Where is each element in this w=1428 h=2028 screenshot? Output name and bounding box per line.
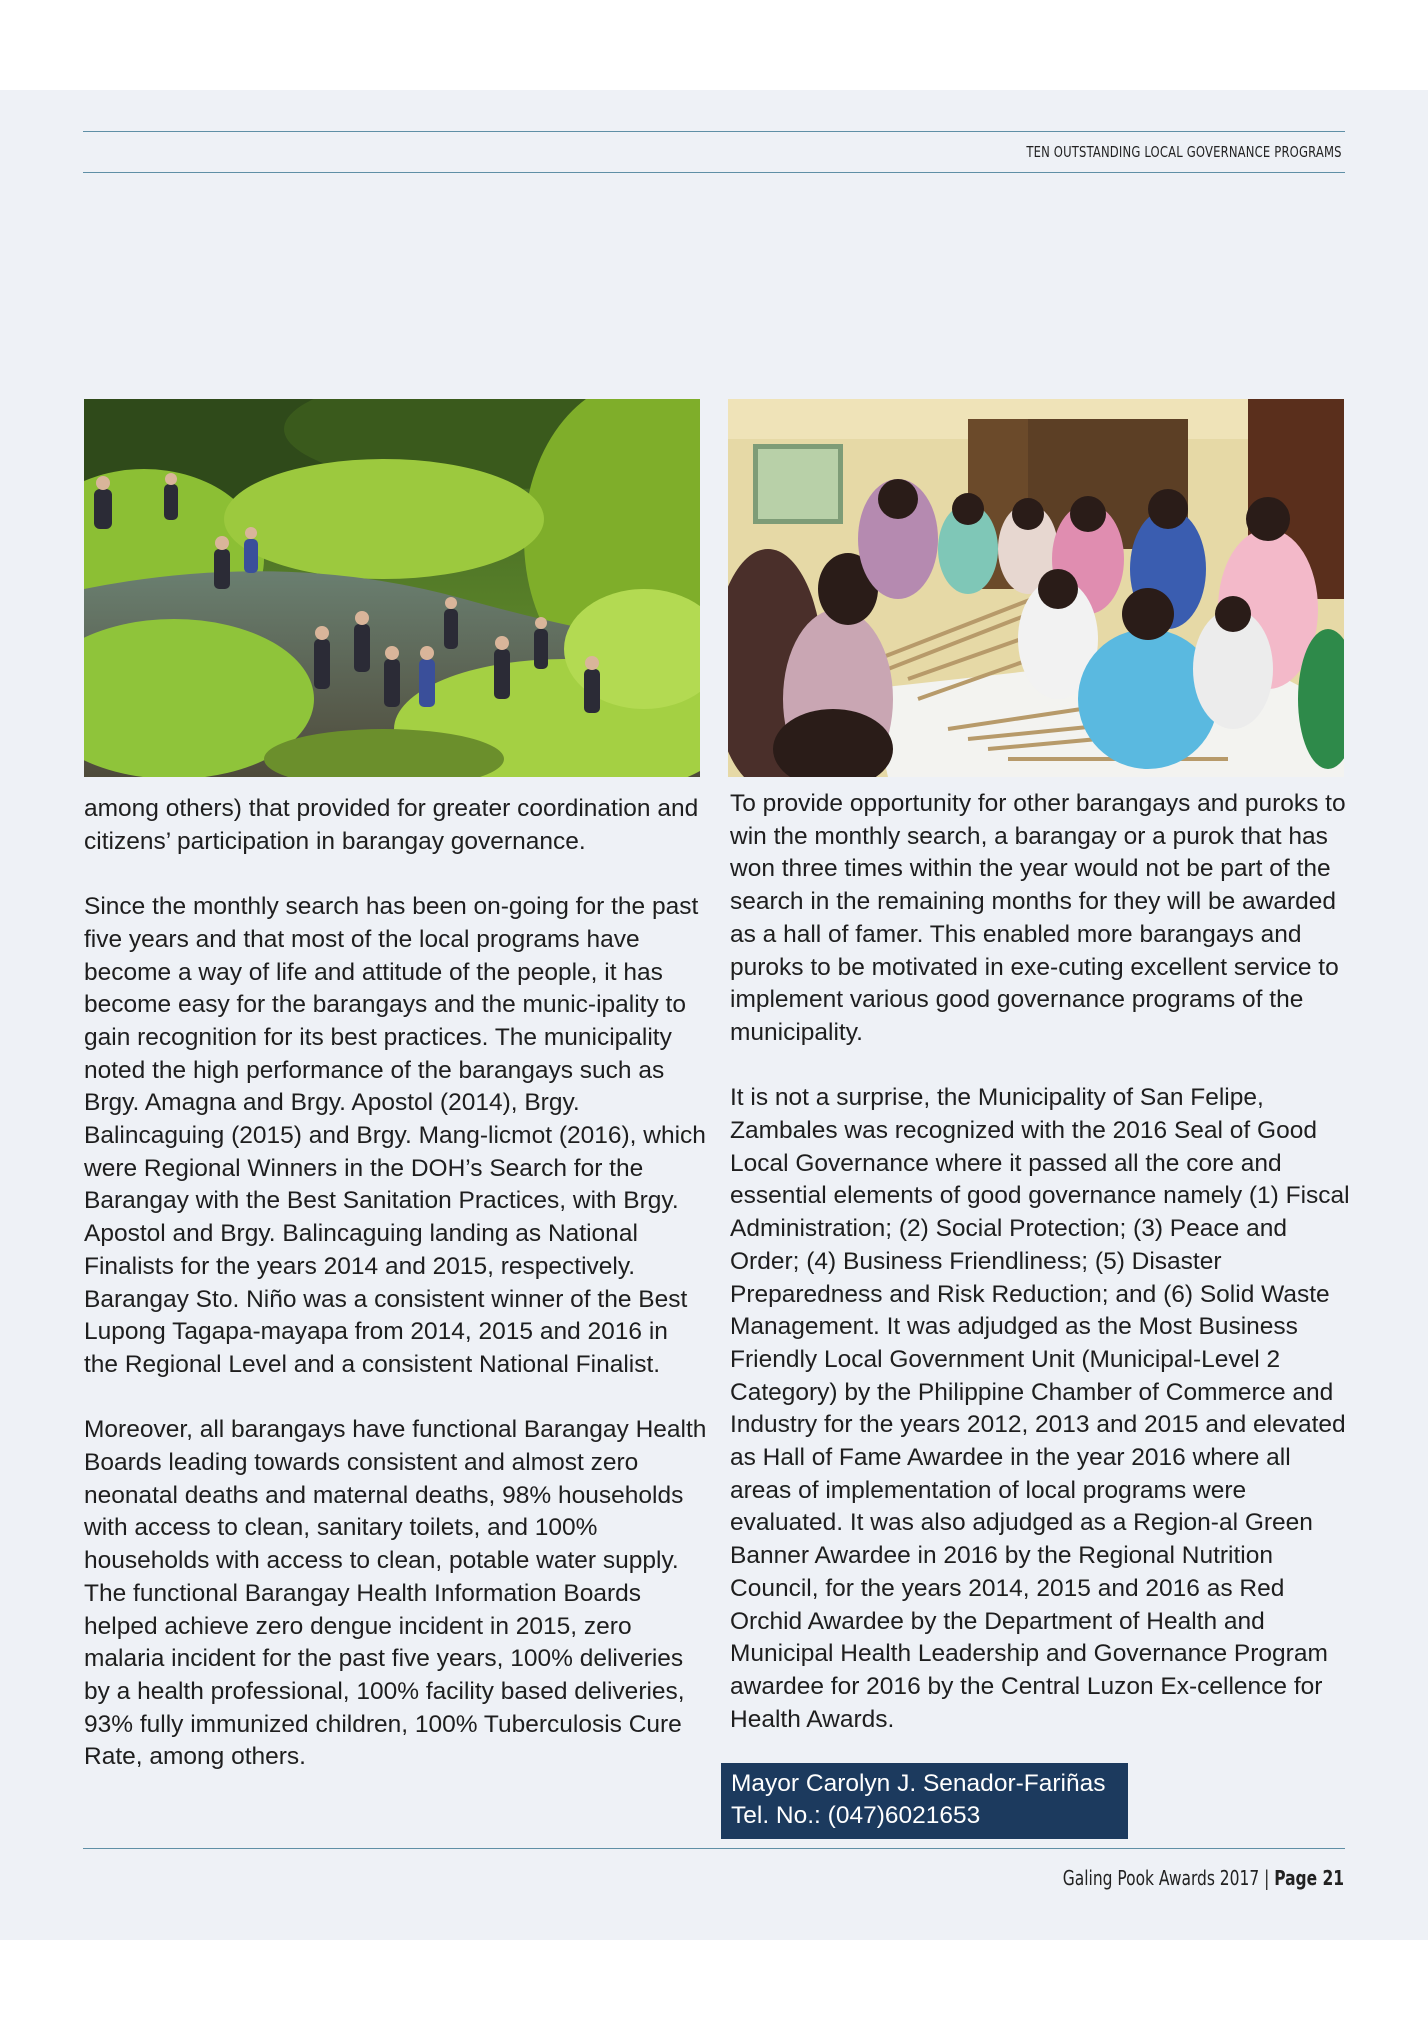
header-rule-bottom [83,172,1345,173]
running-head: TEN OUTSTANDING LOCAL GOVERNANCE PROGRAMS [1026,143,1342,161]
left-paragraph-3: Moreover, all barangays have functional Barangay Health Boards leading towards consistent and almost zero neonatal deaths and maternal deaths, 98% households with access to clean, sanitary toilets, and 100% households with access to clean, potable water supply. The functional Barangay Health Information Boards helped achieve zero dengue incident in 2015, zero malaria incident for the past five years, 100% deliveries by a health professional, 100% facility based deliveries, 93% fully immunized children, 100% Tuberculosis Cure Rate, among others. [84,1416,707,1771]
page-number: Page 21 [1274,1866,1344,1890]
photo-river-cleanup [84,399,700,777]
photo-weaving-workshop [728,399,1344,777]
left-paragraph-1: among others) that provided for greater coordination and citizens’ participation in barangay governance. [84,795,699,855]
left-paragraph-2: Since the monthly search has been on-going for the past five years and that most of the local programs have become a way of life and attitude of the people, it has become easy for the barangays and the munic-ipality to gain recognition for its best practices. The municipality noted the high performance of the barangays such as Brgy. Amagna and Brgy. Apostol (2014), Brgy. Balincaguing (2015) and Brgy. Mang-licmot (2016), which were Regional Winners in the DOH’s Search for the Barangay with the Best Sanitation Practices, with Brgy. Apostol and Brgy. Balincaguing landing as National Finalists for the years 2014 and 2015, respectively. Barangay Sto. Niño was a consistent winner of the Best Lupong Tagapa-mayapa from 2014, 2015 and 2016 in the Regional Level and a consistent National Finalist. [84,893,706,1378]
footer-rule [83,1848,1345,1849]
footer-publication: Galing Pook Awards 2017 | [1062,1866,1275,1890]
right-paragraph-2: It is not a surprise, the Municipality of San Felipe, Zambales was recognized with the 2016 Seal of Good Local Governance where it passed all the core and essential elements of good governance namely (1) Fiscal Administration; (2) Social Protection; (3) Peace and Order; (4) Business Friendliness; (5) Disaster Preparedness and Risk Reduction; and (6) Solid Waste Management. It was adjudged as the Most Business Friendly Local Government Unit (Municipal-Level 2 Category) by the Philippine Chamber of Commerce and Industry for the years 2012, 2013 and 2015 and elevated as Hall of Fame Awardee in the year 2016 where all areas of implementation of local programs were evaluated. It was also adjudged as a Region-al Green Banner Awardee in 2016 by the Regional Nutrition Council, for the years 2014, 2015 and 2016 as Red Orchid Awardee by the Department of Health and Municipal Health Leadership and Governance Program awardee for 2016 by the Central Luzon Ex-cellence for Health Awards. [730,1084,1350,1733]
left-column-body [84,793,708,1774]
right-paragraph-1: To provide opportunity for other barangays and puroks to win the monthly search, a barangay or a purok that has won three times within the year would not be part of the search in the remaining months for they will be awarded as a hall of famer. This enabled more barangays and puroks to be motivated in exe-cuting excellent service to implement various good governance programs of the municipality. [730,790,1346,1046]
contact-phone: Tel. No.: (047)6021653 [731,1802,981,1829]
page-footer [1063,1866,1344,1890]
header-rule-top [83,131,1345,132]
contact-name: Mayor Carolyn J. Senador-Fariñas [731,1770,1106,1797]
right-column-body [730,788,1350,1736]
contact-box [721,1763,1128,1839]
